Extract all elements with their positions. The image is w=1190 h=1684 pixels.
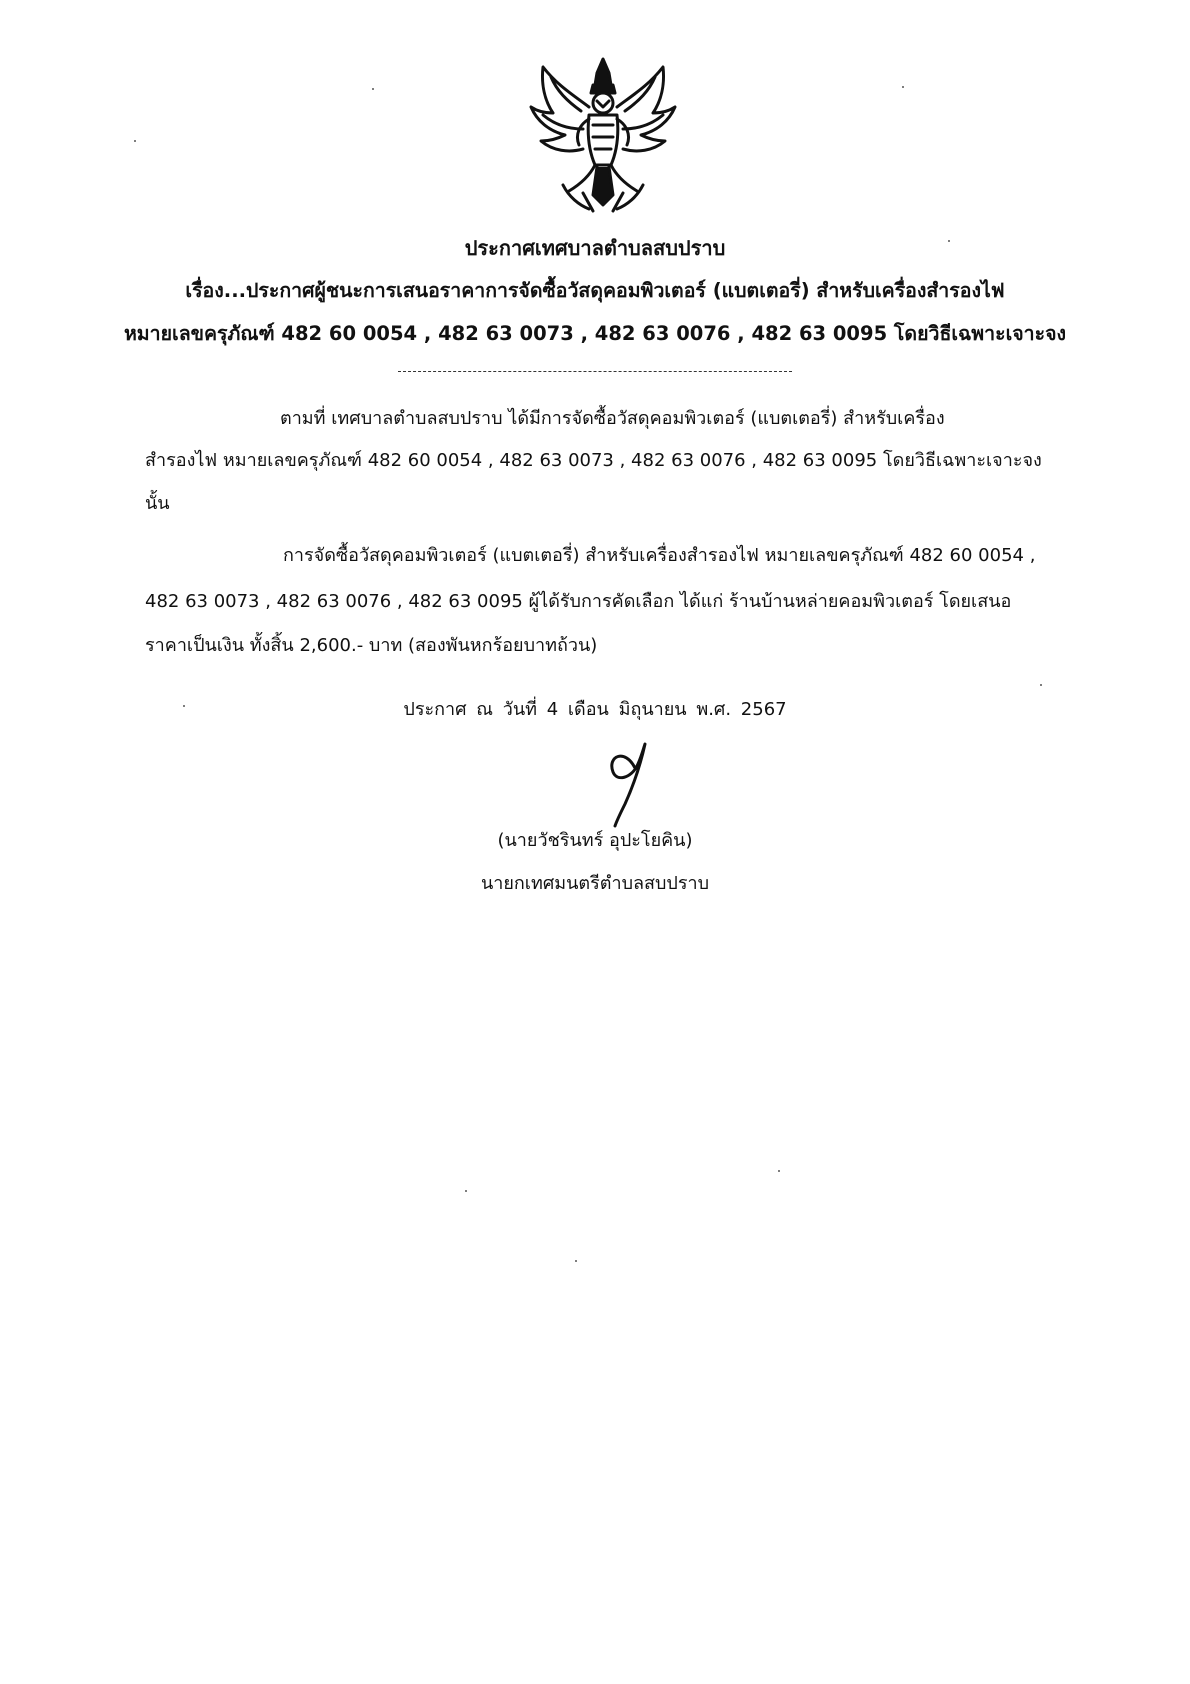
scan-speck [183, 705, 185, 707]
dashed-separator [398, 371, 792, 372]
scan-speck [575, 1260, 577, 1262]
scan-speck [778, 1170, 780, 1172]
scan-speck [465, 1190, 467, 1192]
signatory-title: นายกเทศมนตรีตำบลสบปราบ [480, 873, 710, 894]
scan-speck [134, 140, 136, 142]
paragraph-2-line-1: การจัดซื้อวัสดุคอมพิวเตอร์ (แบตเตอรี่) สำหรับเครื่องสำรองไฟ หมายเลขครุภัณฑ์ 482 60 0054 , [283, 545, 1036, 566]
scan-speck [902, 86, 904, 88]
announcement-date: ประกาศ ณ วันที่ 4 เดือน มิถุนายน พ.ศ. 2567 [403, 699, 787, 720]
subject-line-1: เรื่อง...ประกาศผู้ชนะการเสนอราคาการจัดซื้อวัสดุคอมพิวเตอร์ (แบตเตอรี่) สำหรับเครื่องสำรองไฟ [185, 279, 1005, 302]
garuda-emblem-icon [523, 55, 683, 215]
paragraph-1-line-2: สำรองไฟ หมายเลขครุภัณฑ์ 482 60 0054 , 482 63 0073 , 482 63 0076 , 482 63 0095 โดยวิธีเฉพาะเจาะจง [145, 450, 1042, 471]
scan-speck [1040, 684, 1042, 686]
scan-speck [948, 240, 950, 242]
subject-line-2: หมายเลขครุภัณฑ์ 482 60 0054 , 482 63 0073 , 482 63 0076 , 482 63 0095 โดยวิธีเฉพาะเจาะจง [123, 322, 1067, 345]
paragraph-1-line-1: ตามที่ เทศบาลตำบลสบปราบ ได้มีการจัดซื้อวัสดุคอมพิวเตอร์ (แบตเตอรี่) สำหรับเครื่อง [280, 408, 945, 429]
handwritten-signature [595, 738, 665, 828]
announcement-title: ประกาศเทศบาลตำบลสบปราบ [464, 236, 726, 260]
scan-speck [372, 88, 374, 90]
paragraph-2-line-3: ราคาเป็นเงิน ทั้งสิ้น 2,600.- บาท (สองพันหกร้อยบาทถ้วน) [145, 635, 598, 656]
signatory-name: (นายวัชรินทร์ อุปะโยคิน) [497, 830, 693, 851]
paragraph-2-line-2: 482 63 0073 , 482 63 0076 , 482 63 0095 ผู้ได้รับการคัดเลือก ได้แก่ ร้านบ้านหล่ายคอมพิวเตอร์ โดยเสนอ [145, 591, 1012, 612]
paragraph-1-line-3: นั้น [145, 493, 170, 514]
